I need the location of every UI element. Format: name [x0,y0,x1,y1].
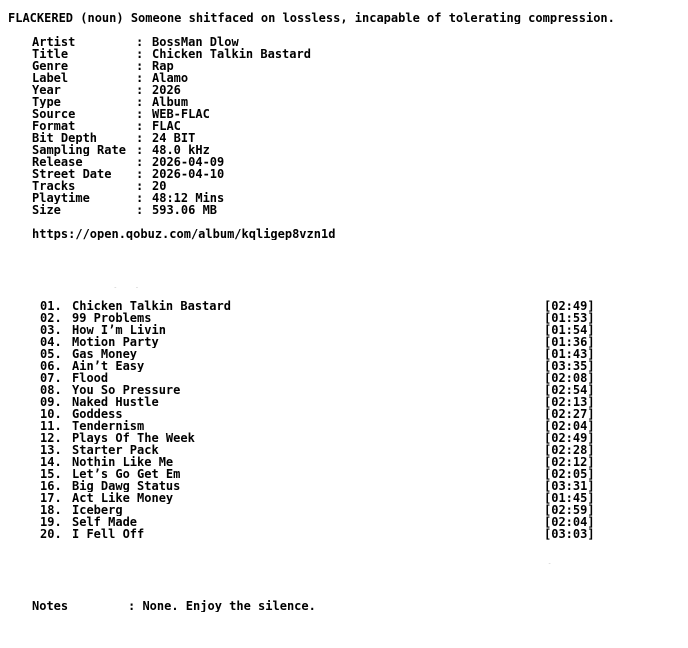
info-separator: : [136,108,144,120]
album-url: https://open.qobuz.com/album/kqligep8vzn1d [32,228,336,240]
spacer [8,564,684,600]
info-row [8,120,684,132]
track-title: How I’m Livin [72,324,166,336]
info-row [8,168,684,180]
info-row [8,48,684,60]
info-value: FLAC [152,120,181,132]
track-number: 19. [40,516,62,528]
track-row [8,408,684,420]
info-key: Tracks [32,180,76,192]
info-row [8,132,684,144]
track-duration: [02:54] [544,384,595,396]
info-row [8,156,684,168]
track-duration: [03:31] [544,480,595,492]
info-value: Chicken Talkin Bastard [152,48,311,60]
info-value: WEB-FLAC [152,108,210,120]
track-title: Tendernism [72,420,145,432]
track-title: Ain’t Easy [72,360,145,372]
info-value: Rap [152,60,174,72]
track-number: 20. [40,528,62,540]
info-separator: : [136,96,144,108]
info-row [8,60,684,72]
info-row [8,72,684,84]
info-separator: : [136,180,144,192]
info-row [8,96,684,108]
track-row [8,468,684,480]
info-separator: : [136,204,144,216]
track-duration: [01:43] [544,348,595,360]
info-key: Label [32,72,69,84]
track-title: Goddess [72,408,123,420]
info-separator: : [136,36,144,48]
track-row [8,492,684,504]
track-title: Act Like Money [72,492,174,504]
track-title: Gas Money [72,348,138,360]
track-number: 15. [40,468,62,480]
notes-row [8,600,684,612]
info-value: 48:12 Mins [152,192,225,204]
track-number: 18. [40,504,62,516]
track-number: 02. [40,312,62,324]
info-row [8,204,684,216]
info-key: Title [32,48,69,60]
spacer [8,216,684,228]
info-row [8,180,684,192]
track-row [8,324,684,336]
spacer [8,540,684,552]
info-separator: : [136,168,144,180]
info-key: Playtime [32,192,90,204]
tracklist-header [37,287,155,288]
track-row [8,444,684,456]
info-key: Street Date [32,168,112,180]
track-duration: [02:28] [544,444,595,456]
track-number: 10. [40,408,62,420]
spacer [8,240,684,276]
track-duration: [01:36] [544,336,595,348]
info-value: 48.0 kHz [152,144,210,156]
info-key: Source [32,108,76,120]
definition-line: FLACKERED (noun) Someone shitfaced on lossless, incapable of tolerating compression. [8,12,615,24]
info-separator: : [136,156,144,168]
track-row [8,384,684,396]
track-duration: [03:35] [544,360,595,372]
track-number: 17. [40,492,62,504]
track-duration: [02:04] [544,516,595,528]
info-row [8,144,684,156]
info-key: Type [32,96,61,108]
info-separator: : [136,144,144,156]
info-row [8,36,684,48]
track-duration: [02:08] [544,372,595,384]
info-value: BossMan Dlow [152,36,239,48]
track-title: Iceberg [72,504,123,516]
track-duration: [02:59] [544,504,595,516]
track-row [8,300,684,312]
track-title: Chicken Talkin Bastard [72,300,231,312]
track-number: 16. [40,480,62,492]
track-duration: [02:05] [544,468,595,480]
notes-key: Notes [32,600,69,612]
info-row [8,108,684,120]
track-duration: [01:45] [544,492,595,504]
track-row [8,372,684,384]
track-title: Nothin Like Me [72,456,174,468]
track-number: 08. [40,384,62,396]
track-duration: [01:53] [544,312,595,324]
info-value: 24 BIT [152,132,196,144]
info-separator: : [136,192,144,204]
notes-sep: : [128,600,143,612]
track-row [8,312,684,324]
track-title: Starter Pack [72,444,159,456]
info-separator: : [136,72,144,84]
info-key: Format [32,120,76,132]
track-title: Motion Party [72,336,159,348]
info-value: 593.06 MB [152,204,218,216]
info-key: Release [32,156,83,168]
track-duration: [02:49] [544,432,595,444]
info-key: Bit Depth [32,132,98,144]
track-title: You So Pressure [72,384,181,396]
info-separator: : [136,60,144,72]
track-row [8,528,684,540]
track-duration: [02:27] [544,408,595,420]
track-row [8,336,684,348]
track-number: 09. [40,396,62,408]
info-key: Size [32,204,61,216]
track-title: Plays Of The Week [72,432,195,444]
info-key: Artist [32,36,76,48]
track-row [8,516,684,528]
track-title: Big Dawg Status [72,480,181,492]
track-row [8,480,684,492]
track-number: 14. [40,456,62,468]
track-number: 01. [40,300,62,312]
track-duration: [02:12] [544,456,595,468]
info-separator: : [136,48,144,60]
track-title: Let’s Go Get Em [72,468,181,480]
track-duration: [01:54] [544,324,595,336]
track-number: 13. [40,444,62,456]
info-value: Alamo [152,72,189,84]
track-title: 99 Problems [72,312,152,324]
track-duration: [02:13] [544,396,595,408]
track-number: 11. [40,420,62,432]
track-number: 07. [40,372,62,384]
info-row [8,84,684,96]
info-value: 2026 [152,84,181,96]
track-title: Naked Hustle [72,396,159,408]
track-row [8,360,684,372]
track-number: 05. [40,348,62,360]
info-value: 2026-04-09 [152,156,225,168]
info-separator: : [136,120,144,132]
track-row [8,396,684,408]
track-number: 12. [40,432,62,444]
track-row [8,504,684,516]
track-duration: [03:03] [544,528,595,540]
nfo-text [8,12,684,612]
track-row [8,348,684,360]
track-row [8,456,684,468]
info-separator: : [136,132,144,144]
track-number: 06. [40,360,62,372]
info-separator: : [136,84,144,96]
tracklist-header-row [8,276,684,288]
notes-value: None. Enjoy the silence. [142,600,316,612]
info-key: Genre [32,60,69,72]
track-duration: [02:04] [544,420,595,432]
info-value: 2026-04-10 [152,168,225,180]
track-number: 03. [40,324,62,336]
track-row [8,420,684,432]
info-key: Year [32,84,61,96]
track-title: Self Made [72,516,138,528]
track-row [8,432,684,444]
track-number: 04. [40,336,62,348]
info-row [8,192,684,204]
track-title: I Fell Off [72,528,145,540]
spacer [8,288,684,300]
info-key: Sampling Rate [32,144,126,156]
spacer [8,24,684,36]
info-block [8,36,684,216]
total-row [8,552,684,564]
info-value: 20 [152,180,167,192]
track-list [8,300,684,540]
track-duration: [02:49] [544,300,595,312]
info-value: Album [152,96,189,108]
track-title: Flood [72,372,109,384]
